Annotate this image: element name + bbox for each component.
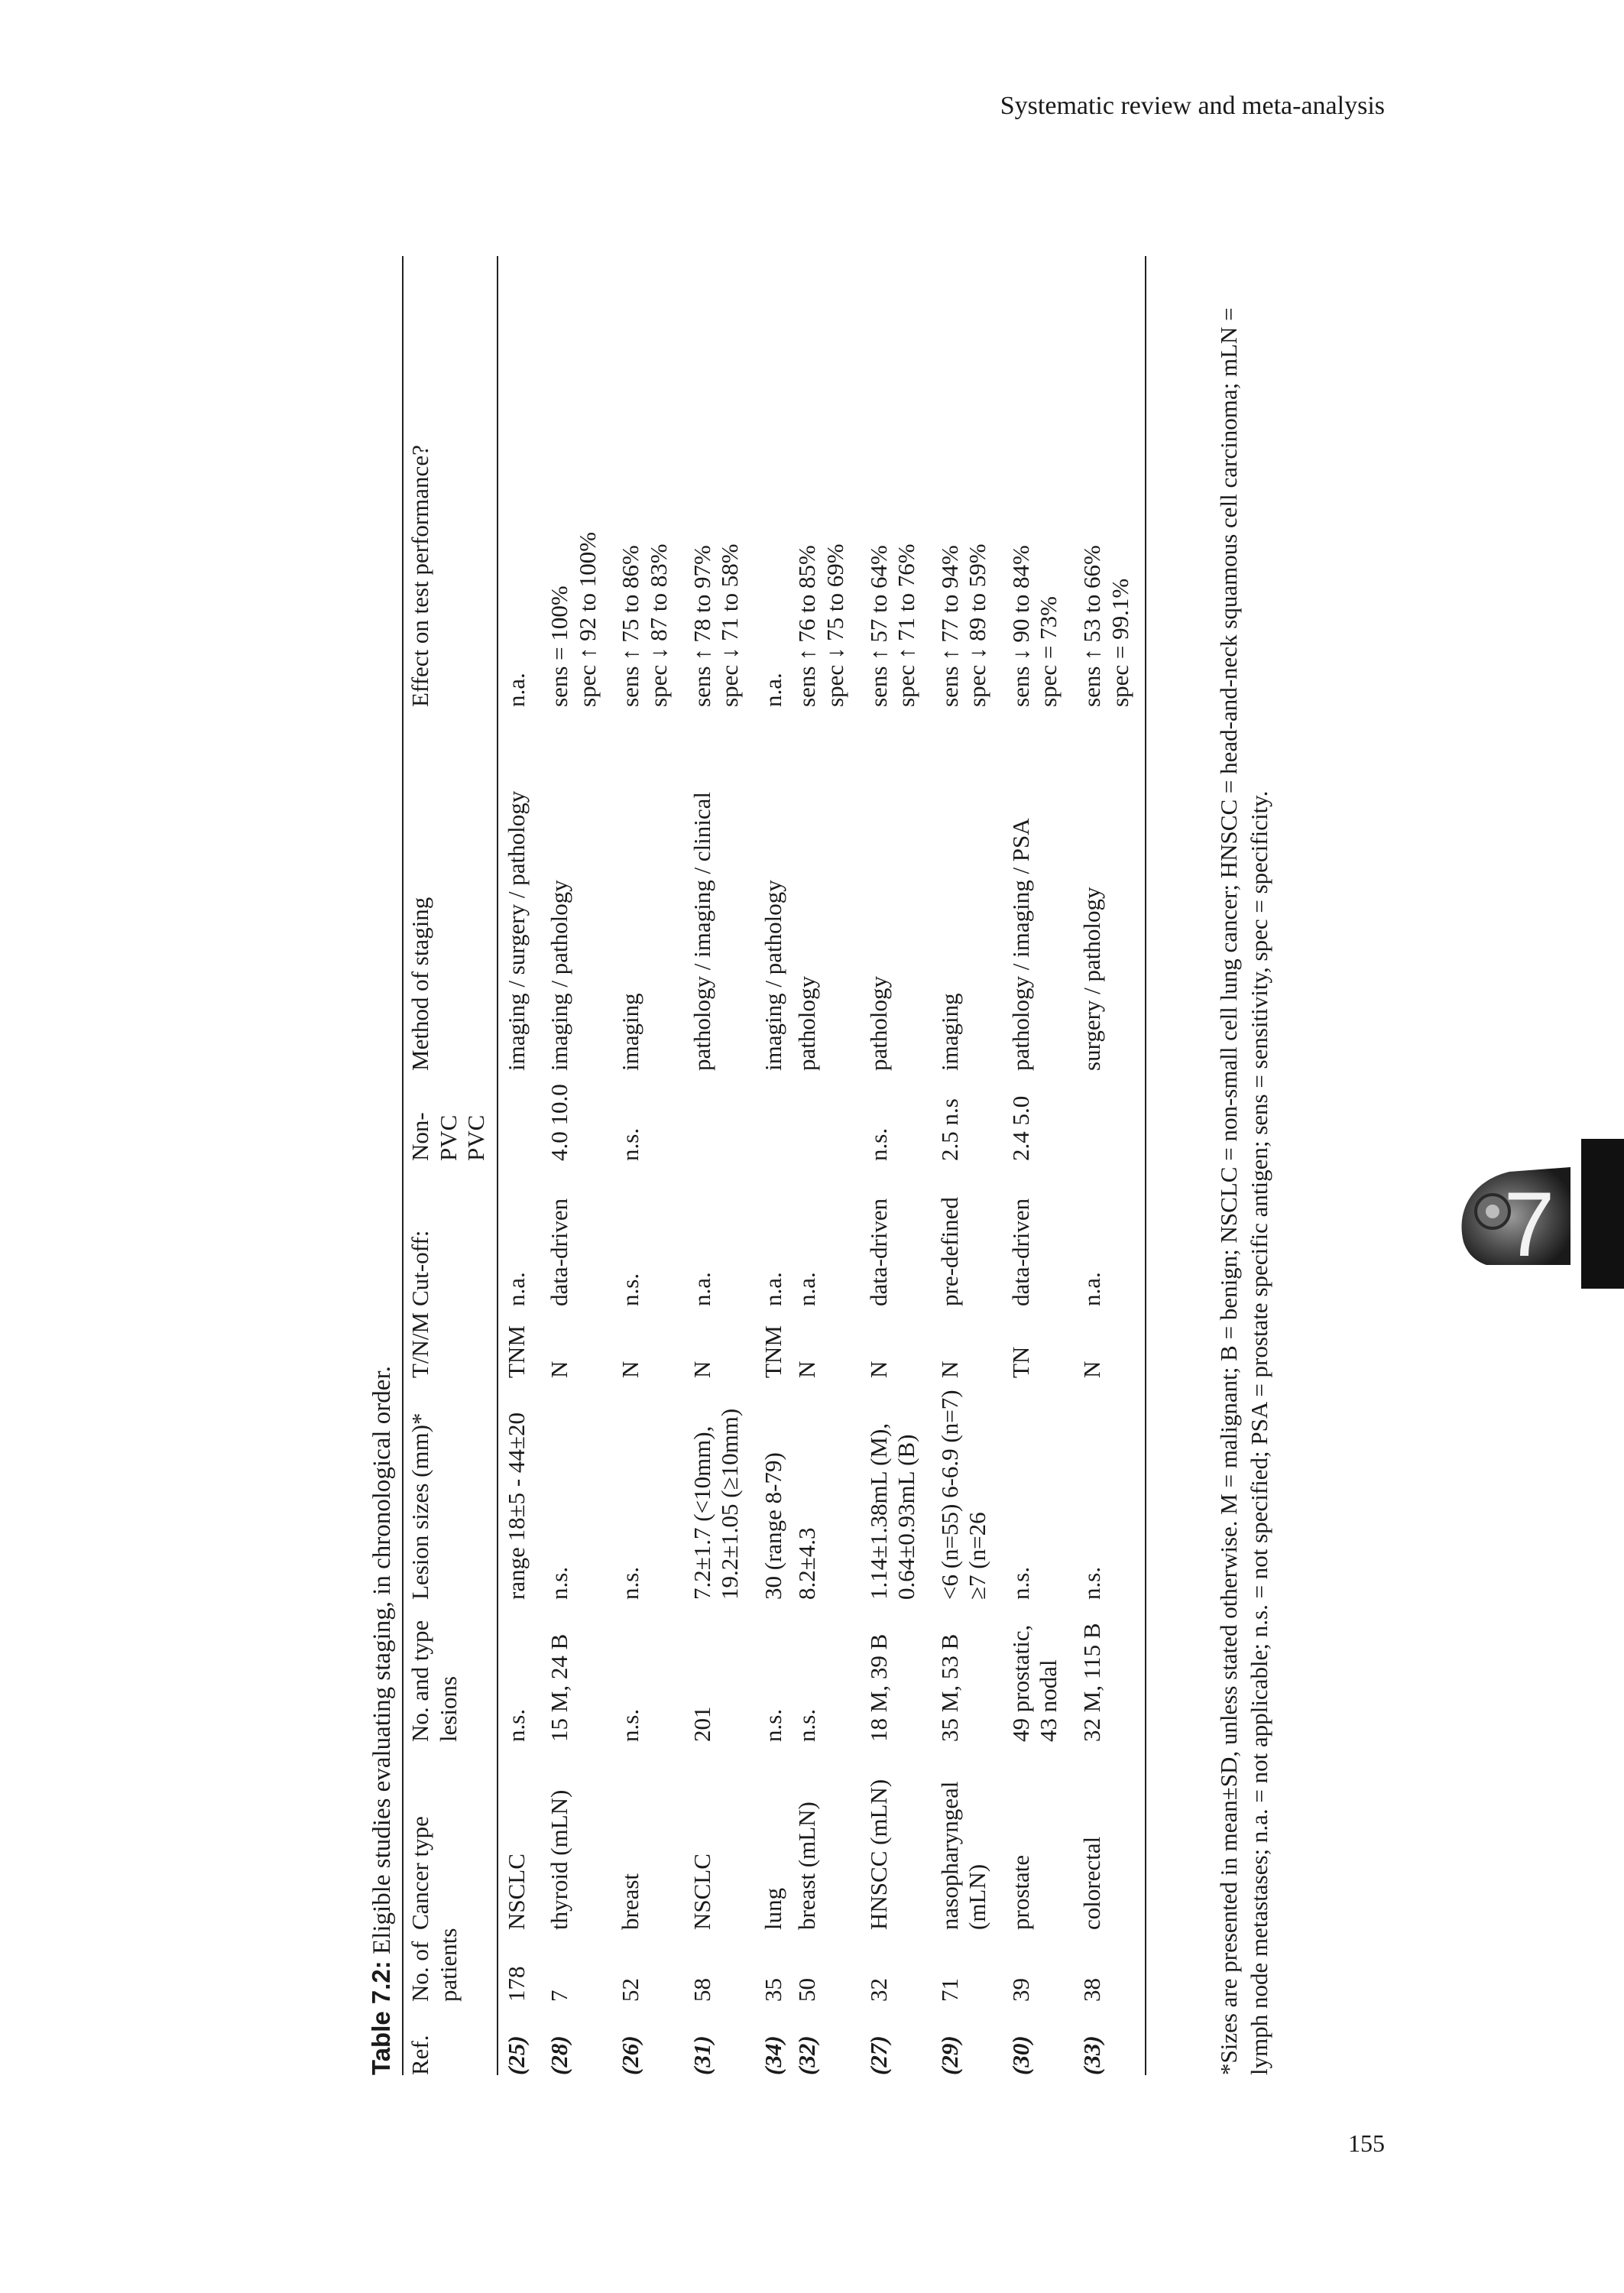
effect-spec: spec ↑ 92 to 100% bbox=[573, 531, 601, 707]
cell-method: imaging / surgery / pathology bbox=[502, 790, 530, 1071]
cell-cutoff: n.a. bbox=[793, 1272, 821, 1306]
cell-lesions: 15 M, 24 B bbox=[546, 1633, 573, 1742]
cell-tnm: N bbox=[864, 1361, 892, 1378]
effect-spec: spec = 73% bbox=[1035, 596, 1062, 707]
cell-cutoff: n.a. bbox=[502, 1272, 530, 1306]
cell-patients: 32 bbox=[864, 1978, 892, 2002]
chapter-number: 7 bbox=[1503, 1173, 1555, 1273]
cell-effect bbox=[684, 256, 755, 707]
cell-lesion-sizes: 30 (range 8-79) bbox=[759, 1452, 786, 1600]
cell-lesions: 32 M, 115 B bbox=[1074, 1600, 1146, 1742]
cell-effect bbox=[755, 256, 789, 707]
col-lesion-sizes: Lesion sizes (mm)* bbox=[403, 1378, 498, 1600]
cell-lesions: 18 M, 39 B bbox=[864, 1633, 892, 1742]
cell-ref: (32) bbox=[793, 2035, 821, 2075]
cell-effect bbox=[498, 256, 542, 707]
col-pvc: Non-PVC PVC bbox=[403, 1071, 498, 1161]
table-header-row bbox=[403, 256, 498, 2075]
cell-cutoff: pre-defined bbox=[935, 1197, 963, 1306]
cell-lesions: 35 M, 53 B bbox=[935, 1633, 963, 1742]
cell-method: pathology bbox=[864, 976, 892, 1071]
col-lesions: No. and type lesions bbox=[403, 1600, 498, 1742]
cell-ref: (34) bbox=[759, 2035, 786, 2075]
table-row bbox=[541, 256, 612, 2075]
table-caption bbox=[367, 1366, 397, 2075]
cell-cancer-type: thyroid (mLN) bbox=[546, 1789, 573, 1930]
cell-cancer-type: prostate bbox=[1006, 1854, 1034, 1930]
cell-method: imaging / pathology bbox=[759, 880, 786, 1071]
cell-lesions: n.s. bbox=[617, 1708, 644, 1742]
cell-lesions: n.s. bbox=[759, 1708, 786, 1742]
col-method: Method of staging bbox=[403, 707, 498, 1071]
effect-sens: sens ↑ 76 to 85% bbox=[793, 545, 821, 707]
cell-cancer-type: breast (mLN) bbox=[793, 1802, 821, 1930]
cell-patients: 50 bbox=[793, 1978, 821, 2002]
table-row bbox=[612, 256, 683, 2075]
cell-lesion-sizes: <6 (n=55) 6-6.9 (n=7) ≥7 (n=26 bbox=[935, 1390, 991, 1600]
cell-ref: (25) bbox=[502, 2035, 530, 2075]
table-row bbox=[1003, 256, 1074, 2075]
cell-patients: 178 bbox=[502, 1966, 530, 2002]
cell-pvc bbox=[498, 1071, 542, 1161]
cell-pvc: n.s. bbox=[617, 1127, 644, 1161]
cell-cancer-type: colorectal bbox=[1074, 1742, 1146, 1930]
table-row bbox=[684, 256, 755, 2075]
cell-cancer-type: breast bbox=[617, 1873, 644, 1930]
cell-ref: (33) bbox=[1074, 2002, 1146, 2075]
cell-pvc: 4.0 10.0 bbox=[546, 1084, 573, 1161]
table-row bbox=[498, 256, 542, 2075]
effect-sens: sens ↑ 57 to 64% bbox=[864, 545, 892, 707]
cell-method: pathology / imaging / clinical bbox=[688, 791, 715, 1071]
cell-lesion-sizes: 1.14±1.38mL (M), 0.64±0.93mL (B) bbox=[864, 1422, 920, 1600]
table-row bbox=[861, 256, 932, 2075]
col-tnm: T/N/M bbox=[403, 1306, 498, 1378]
rotated-table-block bbox=[367, 260, 1273, 2075]
cell-cancer-type: lung bbox=[759, 1887, 786, 1930]
effect-spec: spec ↓ 89 to 59% bbox=[964, 543, 991, 707]
cell-pvc bbox=[789, 1071, 860, 1161]
table-caption-text: Eligible studies evaluating staging, in chronological order. bbox=[368, 1366, 396, 1961]
cell-patients: 39 bbox=[1006, 1978, 1034, 2002]
cell-ref: (29) bbox=[935, 2035, 963, 2075]
col-effect: Effect on test performance? bbox=[403, 256, 498, 707]
cell-method: imaging / pathology bbox=[546, 880, 573, 1071]
table-row bbox=[755, 256, 789, 2075]
cell-tnm: N bbox=[546, 1361, 573, 1378]
cell-tnm: N bbox=[617, 1361, 644, 1378]
cell-cutoff: n.a. bbox=[759, 1272, 786, 1306]
cell-cutoff: n.s. bbox=[617, 1273, 644, 1306]
cell-cutoff: data-driven bbox=[1006, 1198, 1034, 1306]
cell-ref: (31) bbox=[688, 2035, 715, 2075]
cell-lesions: n.s. bbox=[793, 1708, 821, 1742]
table-row bbox=[1074, 256, 1146, 2075]
col-ref: Ref. bbox=[403, 2002, 498, 2075]
cell-patients: 35 bbox=[759, 1978, 786, 2002]
cell-ref: (30) bbox=[1006, 2035, 1034, 2075]
table-row bbox=[932, 256, 1003, 2075]
cell-method: surgery / pathology bbox=[1074, 707, 1146, 1071]
col-cancer-type: Cancer type bbox=[403, 1742, 498, 1930]
cell-cancer-type: nasopharyngeal (mLN) bbox=[935, 1781, 991, 1930]
cell-lesions: 49 prostatic, 43 nodal bbox=[1006, 1624, 1062, 1742]
running-head: Systematic review and meta-analysis bbox=[1000, 92, 1385, 120]
cell-cancer-type: NSCLC bbox=[502, 1854, 530, 1930]
effect-sens: n.a. bbox=[502, 673, 530, 707]
cell-cutoff: n.a. bbox=[1074, 1161, 1146, 1306]
cell-tnm: N bbox=[935, 1361, 963, 1378]
cell-lesions: n.s. bbox=[502, 1708, 530, 1742]
table-footnote: *Sizes are presented in mean±SD, unless stated otherwise. M = malignant; B = benign; NSCLC = non-small cell lung cancer; HNSCC = head-and-neck squamous cell carcinoma; mLN = lymph node metastases; n.a. = not applicable; n.s. = not specified; PSA = prostate specific antigen; sens = sensitivity, spec = specificity. bbox=[1215, 307, 1273, 2075]
cell-tnm: N bbox=[688, 1361, 715, 1378]
table-caption-label: Table 7.2: bbox=[367, 1961, 395, 2075]
cell-pvc: 2.5 n.s bbox=[935, 1098, 963, 1161]
cell-method: pathology / imaging / PSA bbox=[1006, 818, 1034, 1071]
cell-lesion-sizes: 7.2±1.7 (<10mm), 19.2±1.05 (≥10mm) bbox=[688, 1408, 744, 1600]
cell-pvc bbox=[755, 1071, 789, 1161]
cell-ref: (28) bbox=[546, 2035, 573, 2075]
effect-spec: spec ↑ 71 to 76% bbox=[893, 543, 920, 707]
cell-pvc bbox=[684, 1071, 755, 1161]
cell-effect bbox=[932, 256, 1003, 707]
cell-tnm: N bbox=[793, 1361, 821, 1378]
cell-pvc: 2.4 5.0 bbox=[1006, 1095, 1034, 1161]
table-row bbox=[789, 256, 860, 2075]
cell-tnm: TN bbox=[1006, 1346, 1034, 1378]
cell-pvc bbox=[1074, 1071, 1146, 1161]
cell-patients: 71 bbox=[935, 1978, 963, 2002]
effect-sens: sens ↓ 90 to 84% bbox=[1006, 545, 1034, 707]
page-number: 155 bbox=[1348, 2129, 1385, 2157]
cell-lesion-sizes: 8.2±4.3 bbox=[793, 1527, 821, 1600]
effect-sens: sens ↑ 53 to 66% bbox=[1078, 545, 1105, 707]
cell-patients: 7 bbox=[546, 1990, 573, 2002]
chapter-badge-icon bbox=[1456, 1158, 1578, 1273]
cell-patients: 52 bbox=[617, 1978, 644, 2002]
staging-table bbox=[402, 256, 1146, 2075]
cell-method: imaging bbox=[617, 993, 644, 1071]
cell-effect bbox=[1003, 256, 1074, 707]
effect-sens: sens ↑ 78 to 97% bbox=[688, 545, 715, 707]
cell-effect bbox=[1074, 256, 1146, 707]
cell-pvc: n.s. bbox=[864, 1127, 892, 1161]
cell-cutoff: data-driven bbox=[864, 1198, 892, 1306]
col-patients: No. of patients bbox=[403, 1930, 498, 2002]
effect-spec: spec = 99.1% bbox=[1106, 578, 1133, 707]
cell-method: pathology bbox=[793, 976, 821, 1071]
cell-tnm: TNM bbox=[502, 1325, 530, 1378]
cell-lesions: 201 bbox=[688, 1706, 715, 1742]
cell-method: imaging bbox=[935, 993, 963, 1071]
cell-lesion-sizes: range 18±5 - 44±20 bbox=[502, 1412, 530, 1600]
cell-tnm: N bbox=[1074, 1306, 1146, 1378]
cell-effect bbox=[541, 256, 612, 707]
cell-lesion-sizes: n.s. bbox=[617, 1566, 644, 1600]
cell-cancer-type: NSCLC bbox=[688, 1854, 715, 1930]
cell-cutoff: n.a. bbox=[688, 1272, 715, 1306]
effect-sens: n.a. bbox=[759, 673, 786, 707]
effect-sens: sens ↑ 77 to 94% bbox=[935, 545, 963, 707]
cell-patients: 58 bbox=[688, 1978, 715, 2002]
cell-effect bbox=[789, 256, 860, 707]
cell-lesion-sizes: n.s. bbox=[1006, 1566, 1034, 1600]
cell-cancer-type: HNSCC (mLN) bbox=[864, 1779, 892, 1930]
effect-spec: spec ↓ 71 to 58% bbox=[716, 543, 744, 707]
cell-effect bbox=[861, 256, 932, 707]
cell-lesion-sizes: n.s. bbox=[1074, 1378, 1146, 1600]
cell-cutoff: data-driven bbox=[546, 1198, 573, 1306]
cell-ref: (26) bbox=[617, 2035, 644, 2075]
chapter-tab bbox=[1581, 1139, 1624, 1289]
col-cutoff: Cut-off: bbox=[403, 1161, 498, 1306]
effect-sens: sens ↑ 75 to 86% bbox=[617, 545, 644, 707]
cell-ref: (27) bbox=[864, 2035, 892, 2075]
effect-spec: spec ↓ 87 to 83% bbox=[645, 543, 673, 707]
cell-tnm: TNM bbox=[759, 1325, 786, 1378]
cell-lesion-sizes: n.s. bbox=[546, 1566, 573, 1600]
cell-patients: 38 bbox=[1074, 1930, 1146, 2002]
cell-effect bbox=[612, 256, 683, 707]
effect-spec: spec ↓ 75 to 69% bbox=[821, 543, 848, 707]
effect-sens: sens = 100% bbox=[546, 585, 573, 707]
